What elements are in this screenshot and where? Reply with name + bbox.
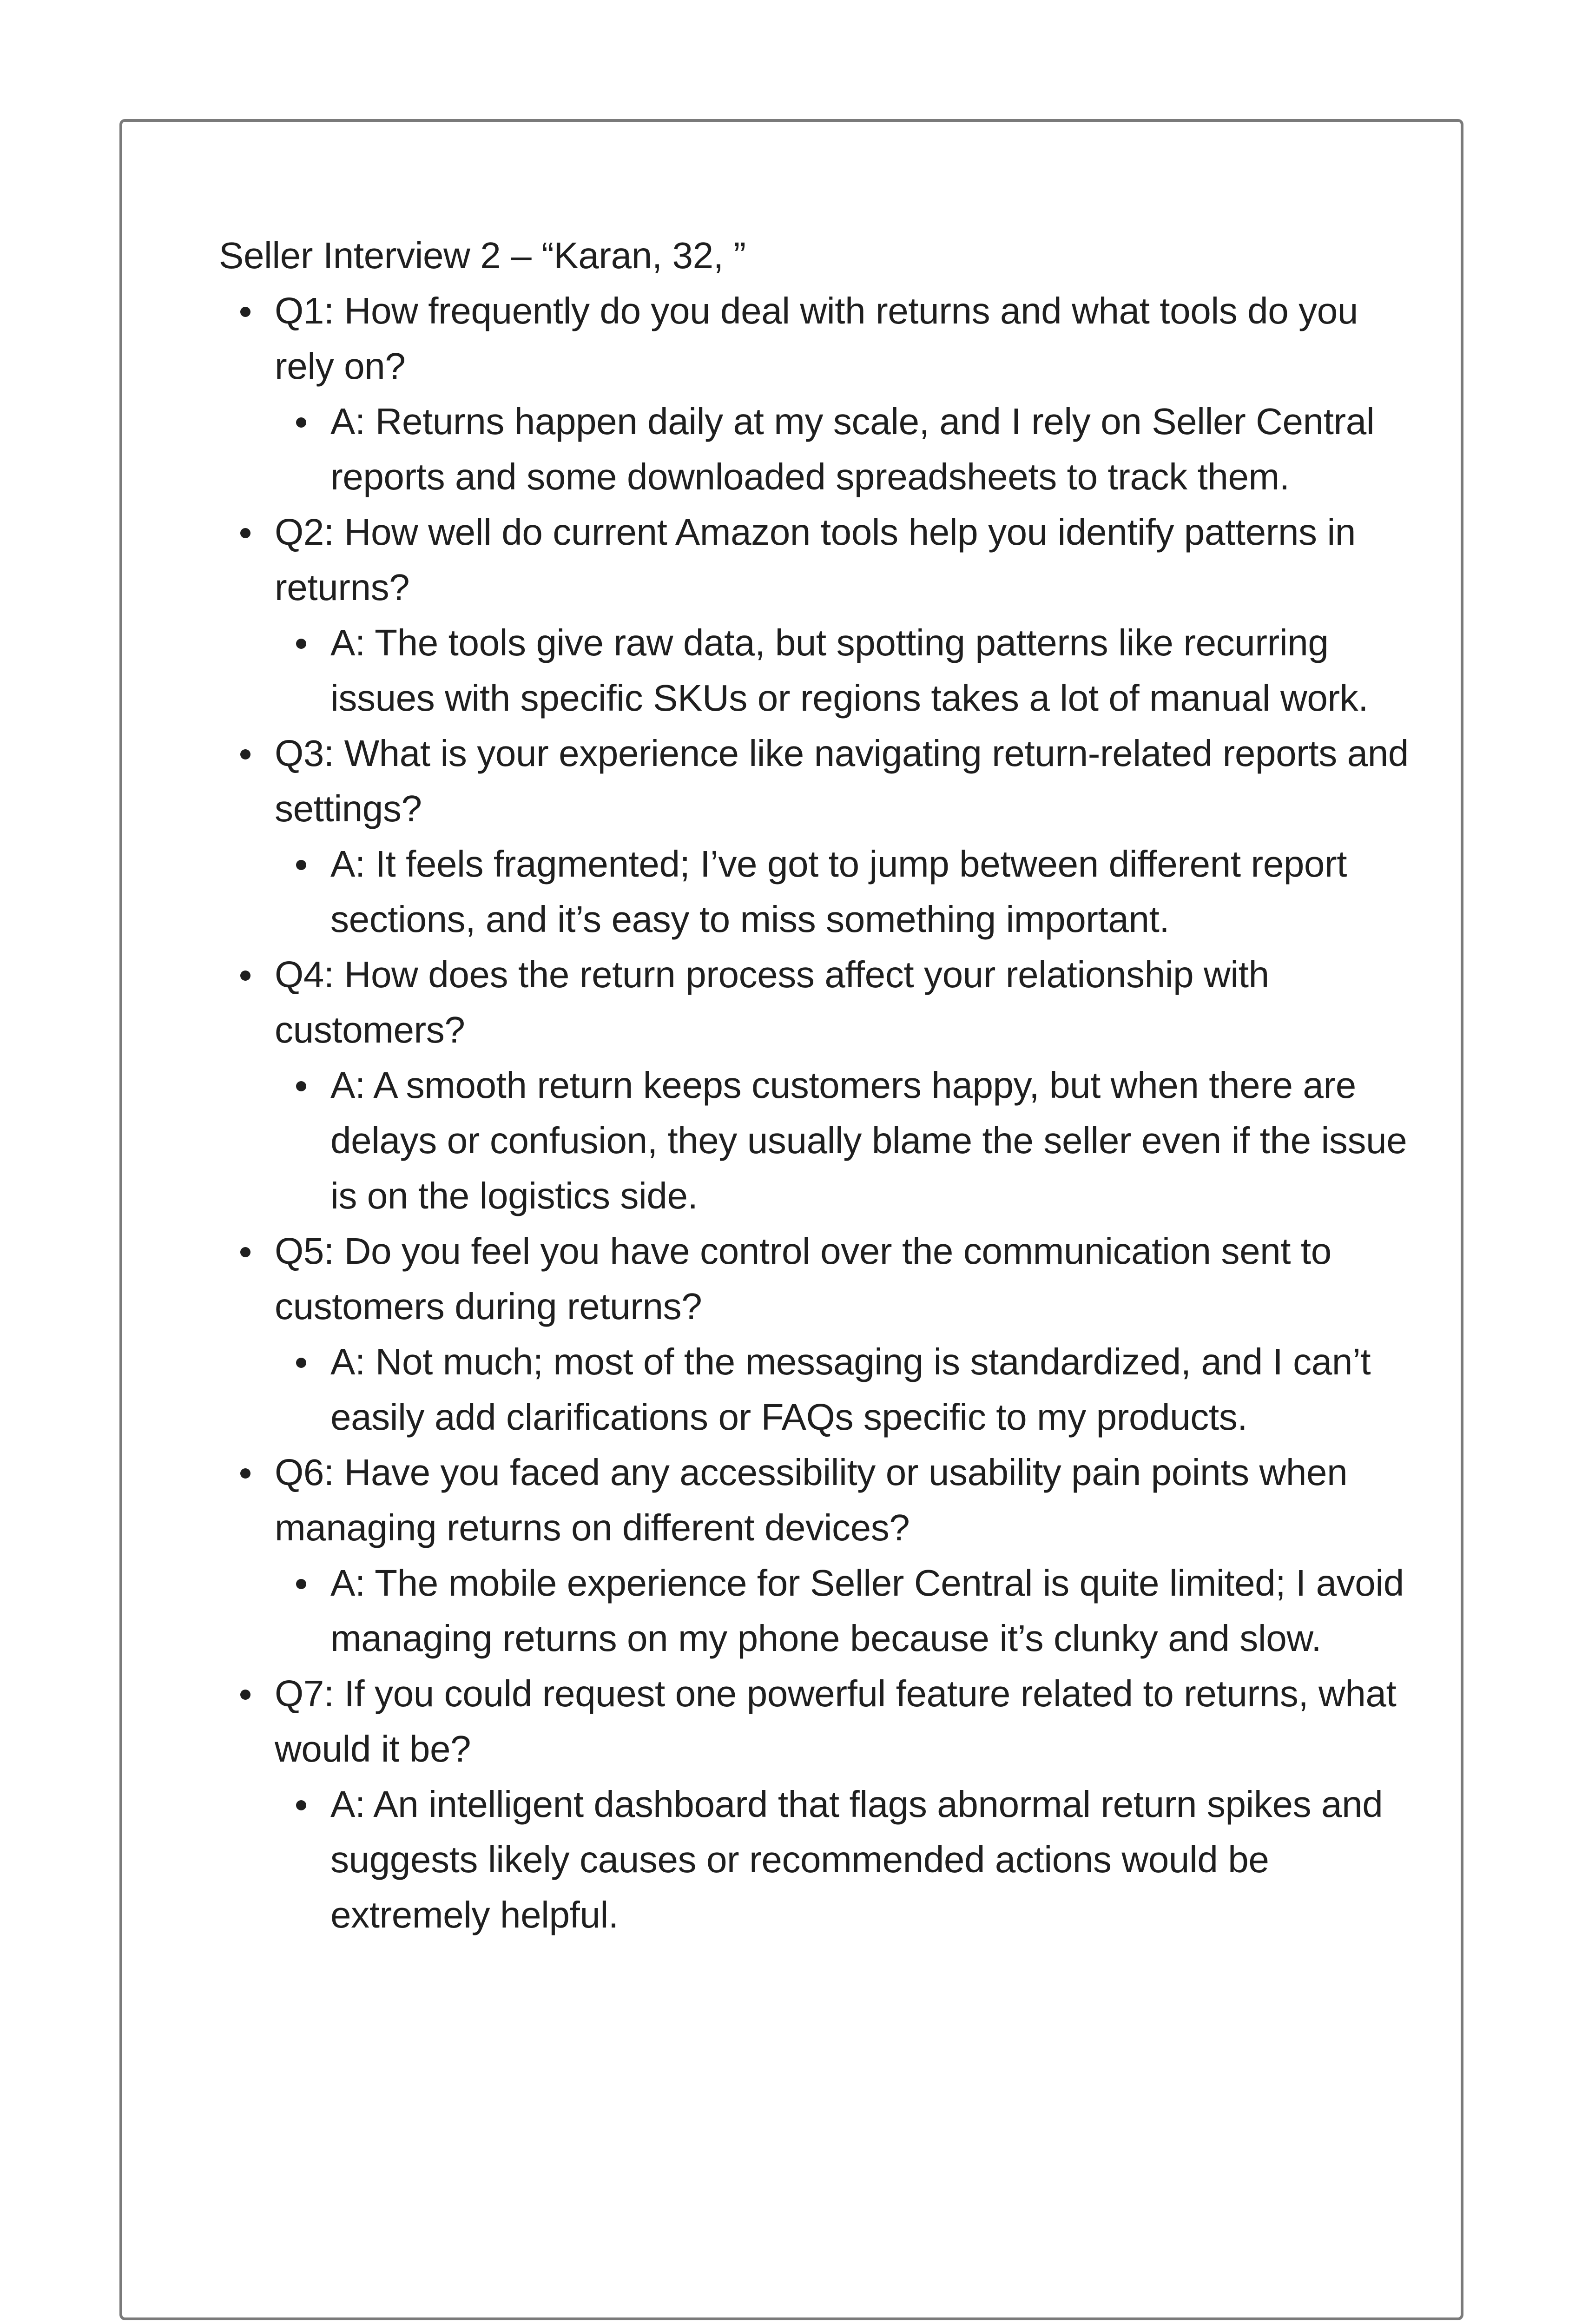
question-item-7 [219,1666,1409,1942]
question-item-4 [219,947,1409,1223]
answer-list [275,836,1409,947]
answer-item-4 [275,1057,1409,1223]
question-item-3 [219,726,1409,947]
question-text: Q5: Do you feel you have control over the communication sent to customers during returns? [275,1230,1331,1327]
question-item-6 [219,1445,1409,1666]
question-text: Q2: How well do current Amazon tools help you identify patterns in returns? [275,511,1356,608]
answer-item-7 [275,1776,1409,1942]
answer-list [275,1555,1409,1666]
document-title: Seller Interview 2 – “Karan, 32, ” [219,235,746,276]
answer-list [275,1776,1409,1942]
answer-list [275,1334,1409,1445]
question-list [219,283,1409,1942]
answer-item-2 [275,615,1409,726]
question-text: Q3: What is your experience like navigating return-related reports and settings? [275,733,1409,829]
answer-text: A: Not much; most of the messaging is standardized, and I can’t easily add clarifications or FAQs specific to my products. [330,1341,1371,1438]
answer-text: A: A smooth return keeps customers happy, but when there are delays or confusion, they usually blame the seller even if the issue is on the logistics side. [330,1064,1407,1216]
document-card [119,119,1463,2320]
question-text: Q6: Have you faced any accessibility or usability pain points when managing returns on different devices? [275,1452,1348,1548]
answer-text: A: An intelligent dashboard that flags abnormal return spikes and suggests likely causes or recommended actions would be extremely helpful. [330,1783,1383,1935]
question-item-2 [219,504,1409,726]
question-text: Q1: How frequently do you deal with returns and what tools do you rely on? [275,290,1358,387]
answer-item-3 [275,836,1409,947]
answer-list [275,1057,1409,1223]
answer-item-6 [275,1555,1409,1666]
question-text: Q7: If you could request one powerful feature related to returns, what would it be? [275,1673,1397,1769]
question-text: Q4: How does the return process affect your relationship with customers? [275,954,1269,1050]
answer-text: A: Returns happen daily at my scale, and I rely on Seller Central reports and some downloaded spreadsheets to track them. [330,401,1375,497]
answer-text: A: The mobile experience for Seller Central is quite limited; I avoid managing returns on my phone because it’s clunky and slow. [330,1562,1404,1659]
answer-item-5 [275,1334,1409,1445]
answer-list [275,394,1409,504]
answer-text: A: It feels fragmented; I’ve got to jump between different report sections, and it’s easy to miss something important. [330,843,1347,940]
question-item-1 [219,283,1409,504]
answer-list [275,615,1409,726]
question-item-5 [219,1223,1409,1445]
document-content [219,228,1409,1942]
answer-item-1 [275,394,1409,504]
answer-text: A: The tools give raw data, but spotting patterns like recurring issues with specific SKUs or regions takes a lot of manual work. [330,622,1369,719]
